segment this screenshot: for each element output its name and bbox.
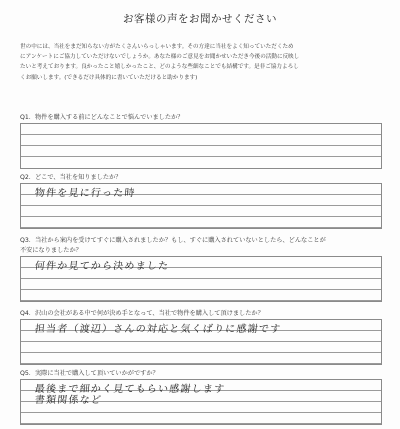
answer-line	[21, 146, 381, 157]
handwritten-answer: 書類関係など	[34, 395, 103, 406]
handwritten-answer: 物件を見に行った時	[34, 188, 137, 199]
answer-line	[21, 290, 381, 301]
question-label: Q2．どこで、当社を知りましたか？	[20, 174, 122, 181]
answer-line	[21, 217, 381, 228]
answer-line	[21, 157, 381, 168]
answer-line	[21, 206, 381, 217]
answer-line	[21, 124, 381, 135]
intro-line: にアンケートにご協力していただけないでしょうか。あなた様のご意見をお聞かせいただき今後の活動に反映し	[20, 54, 300, 61]
answer-line	[21, 279, 381, 290]
intro-line: くお願いします。(できるだけ具体的に書いていただけると助かります)	[20, 74, 198, 81]
question-label-continued: 不安になりましたか？	[20, 247, 82, 254]
question-label: Q3．当社から案内を受けてすぐに購入されましたか？もし、すぐに購入されていないとしたら、どんなことが	[20, 237, 326, 244]
question-2	[20, 173, 382, 229]
intro-line: 世の中には、当社をまだ知らない方がたくさんいらっしゃいます。その方達に当社をよく知っていただくため	[20, 44, 294, 50]
answer-line	[21, 135, 381, 146]
question-1	[20, 113, 382, 169]
answer-area[interactable]	[20, 123, 382, 169]
question-label: Q4．沢山の会社がある中で何が決め手となって、当社で物件を購入して頂けましたか？	[20, 310, 264, 317]
handwritten-answer: 何件か見てから決めました	[34, 261, 170, 272]
answer-area[interactable]	[20, 256, 382, 302]
question-5	[20, 369, 382, 425]
answer-area[interactable]	[20, 379, 382, 425]
intro-line: たいと考えております。良かったこと嬉しかったこと、どのような些細なことでも結構です。是非ご協力よろし	[20, 64, 299, 71]
handwritten-answer: 担当者（渡辺）さんの対応と気くばりに感謝です	[34, 324, 282, 335]
intro-text	[20, 42, 382, 83]
question-3	[20, 236, 382, 302]
answer-area[interactable]	[20, 183, 382, 229]
answer-area[interactable]	[20, 319, 382, 365]
question-4	[20, 309, 382, 365]
answer-line	[21, 353, 381, 364]
page-title: お客様の声をお聞かせください	[123, 13, 277, 25]
answer-line	[21, 342, 381, 353]
handwritten-answer: 最後まで細かく見てもらい感謝します	[34, 384, 226, 395]
question-label: Q1．物件を購入する前にどんなことで悩んでいましたか？	[20, 114, 184, 121]
question-label: Q5．実際に当社で購入して頂いていかがですか？	[20, 370, 159, 377]
answer-line	[21, 413, 381, 424]
